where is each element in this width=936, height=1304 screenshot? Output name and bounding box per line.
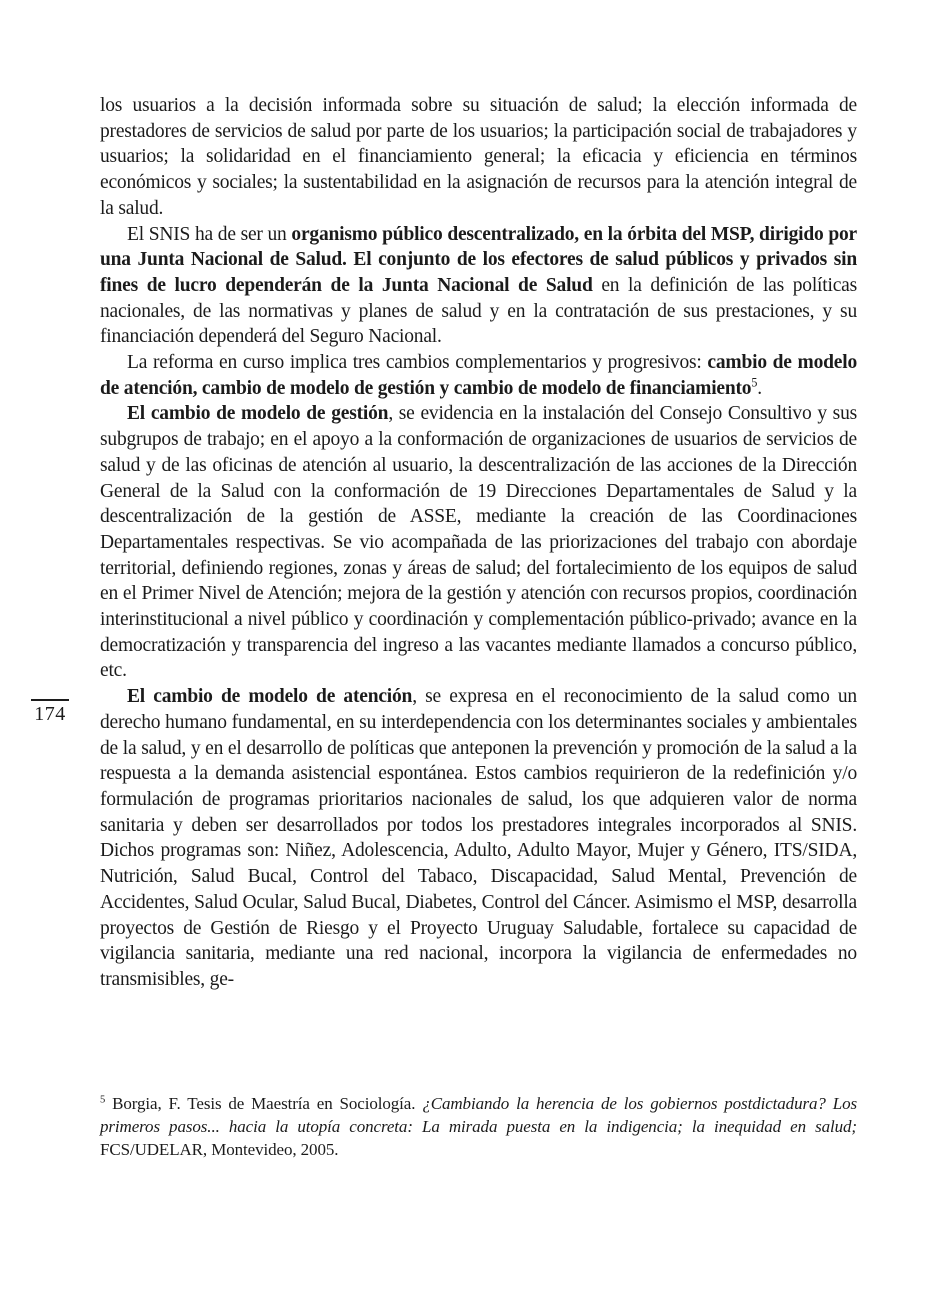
- paragraph-1: [100, 93, 857, 222]
- text-run-sup: 5: [100, 1094, 106, 1106]
- footnote: [100, 1092, 857, 1161]
- text-run-bold: organismo público descentralizado, en la órbita del MSP, dirigido por una Junta Nacional de Salud. El conjunto de los efectores de salud públicos y privados sin fines de lucro dependerán de la Junta Nacional de Salud: [100, 223, 858, 296]
- paragraph-3: [100, 350, 857, 401]
- text-run-normal: La reforma en curso implica tres cambios complementarios y progresivos:: [127, 352, 708, 374]
- text-run-bold: cambio de modelo de atención, cambio de modelo de gestión y cambio de modelo de financiamiento: [100, 352, 857, 399]
- text-run-normal: , se expresa en el reconocimiento de la salud como un derecho humano fundamental, en su interdependencia con los determinantes sociales y ambientales de la salud, y en el desarrollo de políticas que anteponen la prevención y promoción de la salud a la respuesta a la demanda asistencial espontánea. Estos cambios requirieron de la redefinición y/o formulación de programas prioritarios nacionales de salud, los que adquieren valor de norma sanitaria y deben ser desarrollados por todos los prestadores integrales incorporados al SNIS. Dichos programas son: Niñez, Adolescencia, Adulto, Adulto Mayor, Mujer y Género, ITS/SIDA, Nutrición, Salud Bucal, Control del Tabaco, Discapacidad, Salud Mental, Prevención de Accidentes, Salud Ocular, Salud Bucal, Diabetes, Control del Cáncer. Asimismo el MSP, desarrolla proyectos de Gestión de Riesgo y el Proyecto Uruguay Saludable, fortalece su capacidad de vigilancia sanitaria, mediante una red nacional, incorpora la vigilancia de enfermedades no transmisibles, ge-: [100, 686, 857, 990]
- body-text: [100, 93, 857, 993]
- text-run-normal: Borgia, F. Tesis de Maestría en Sociología.: [105, 1094, 423, 1113]
- footnote-text: [100, 1094, 857, 1159]
- text-run-bold: El cambio de modelo de atención: [127, 686, 413, 708]
- paragraph-5: [100, 684, 857, 992]
- text-run-normal: El SNIS ha de ser un: [127, 223, 292, 245]
- text-run-normal: .: [757, 377, 762, 399]
- text-run-bold: El cambio de modelo de gestión: [127, 403, 389, 425]
- text-run-sup: 5: [751, 375, 758, 390]
- paragraph-2: [100, 222, 857, 351]
- text-run-normal: FCS/UDELAR, Montevideo, 2005.: [100, 1140, 339, 1159]
- text-run-normal: los usuarios a la decisión informada sobre su situación de salud; la elección informada de prestadores de servicios de salud por parte de los usuarios; la participación social de trabajadores y usuarios; la solidaridad en el financiamiento general; la eficacia y eficiencia en términos económicos y sociales; la sustentabilidad en la asignación de recursos para la atención integral de la salud.: [100, 95, 857, 219]
- text-run-italic: ¿Cambiando la herencia de los gobiernos postdictadura? Los primeros pasos... hacia la utopía concreta: La mirada puesta en la indigencia; la inequidad en salud;: [100, 1094, 857, 1136]
- page-number: 174: [34, 703, 66, 725]
- text-run-normal: en la definición de las políticas nacionales, de las normativas y planes de salud y en la contratación de sus prestaciones, y su financiación dependerá del Seguro Nacional.: [100, 274, 857, 348]
- text-run-normal: , se evidencia en la instalación del Consejo Consultivo y sus subgrupos de trabajo; en el apoyo a la conformación de organizaciones de usuarios de servicios de salud y de las oficinas de atención al usuario, la descentralización de las acciones de la Dirección General de la Salud con la conformación de 19 Direcciones Departamentales de Salud y la descentralización de la gestión de ASSE, mediante la creación de las Coordinaciones Departamentales respectivas. Se vio acompañada de las priorizaciones del trabajo con abordaje territorial, definiendo regiones, zonas y áreas de salud; del fortalecimiento de los equipos de salud en el Primer Nivel de Atención; mejora de la gestión y atención con recursos propios, coordinación interinstitucional a nivel público y coordinación y complementación público-privado; avance en la democratización y transparencia del ingreso a las vacantes mediante llamados a concurso público, etc.: [100, 403, 858, 682]
- page-number-block: [31, 699, 69, 726]
- paragraph-4: [100, 401, 857, 684]
